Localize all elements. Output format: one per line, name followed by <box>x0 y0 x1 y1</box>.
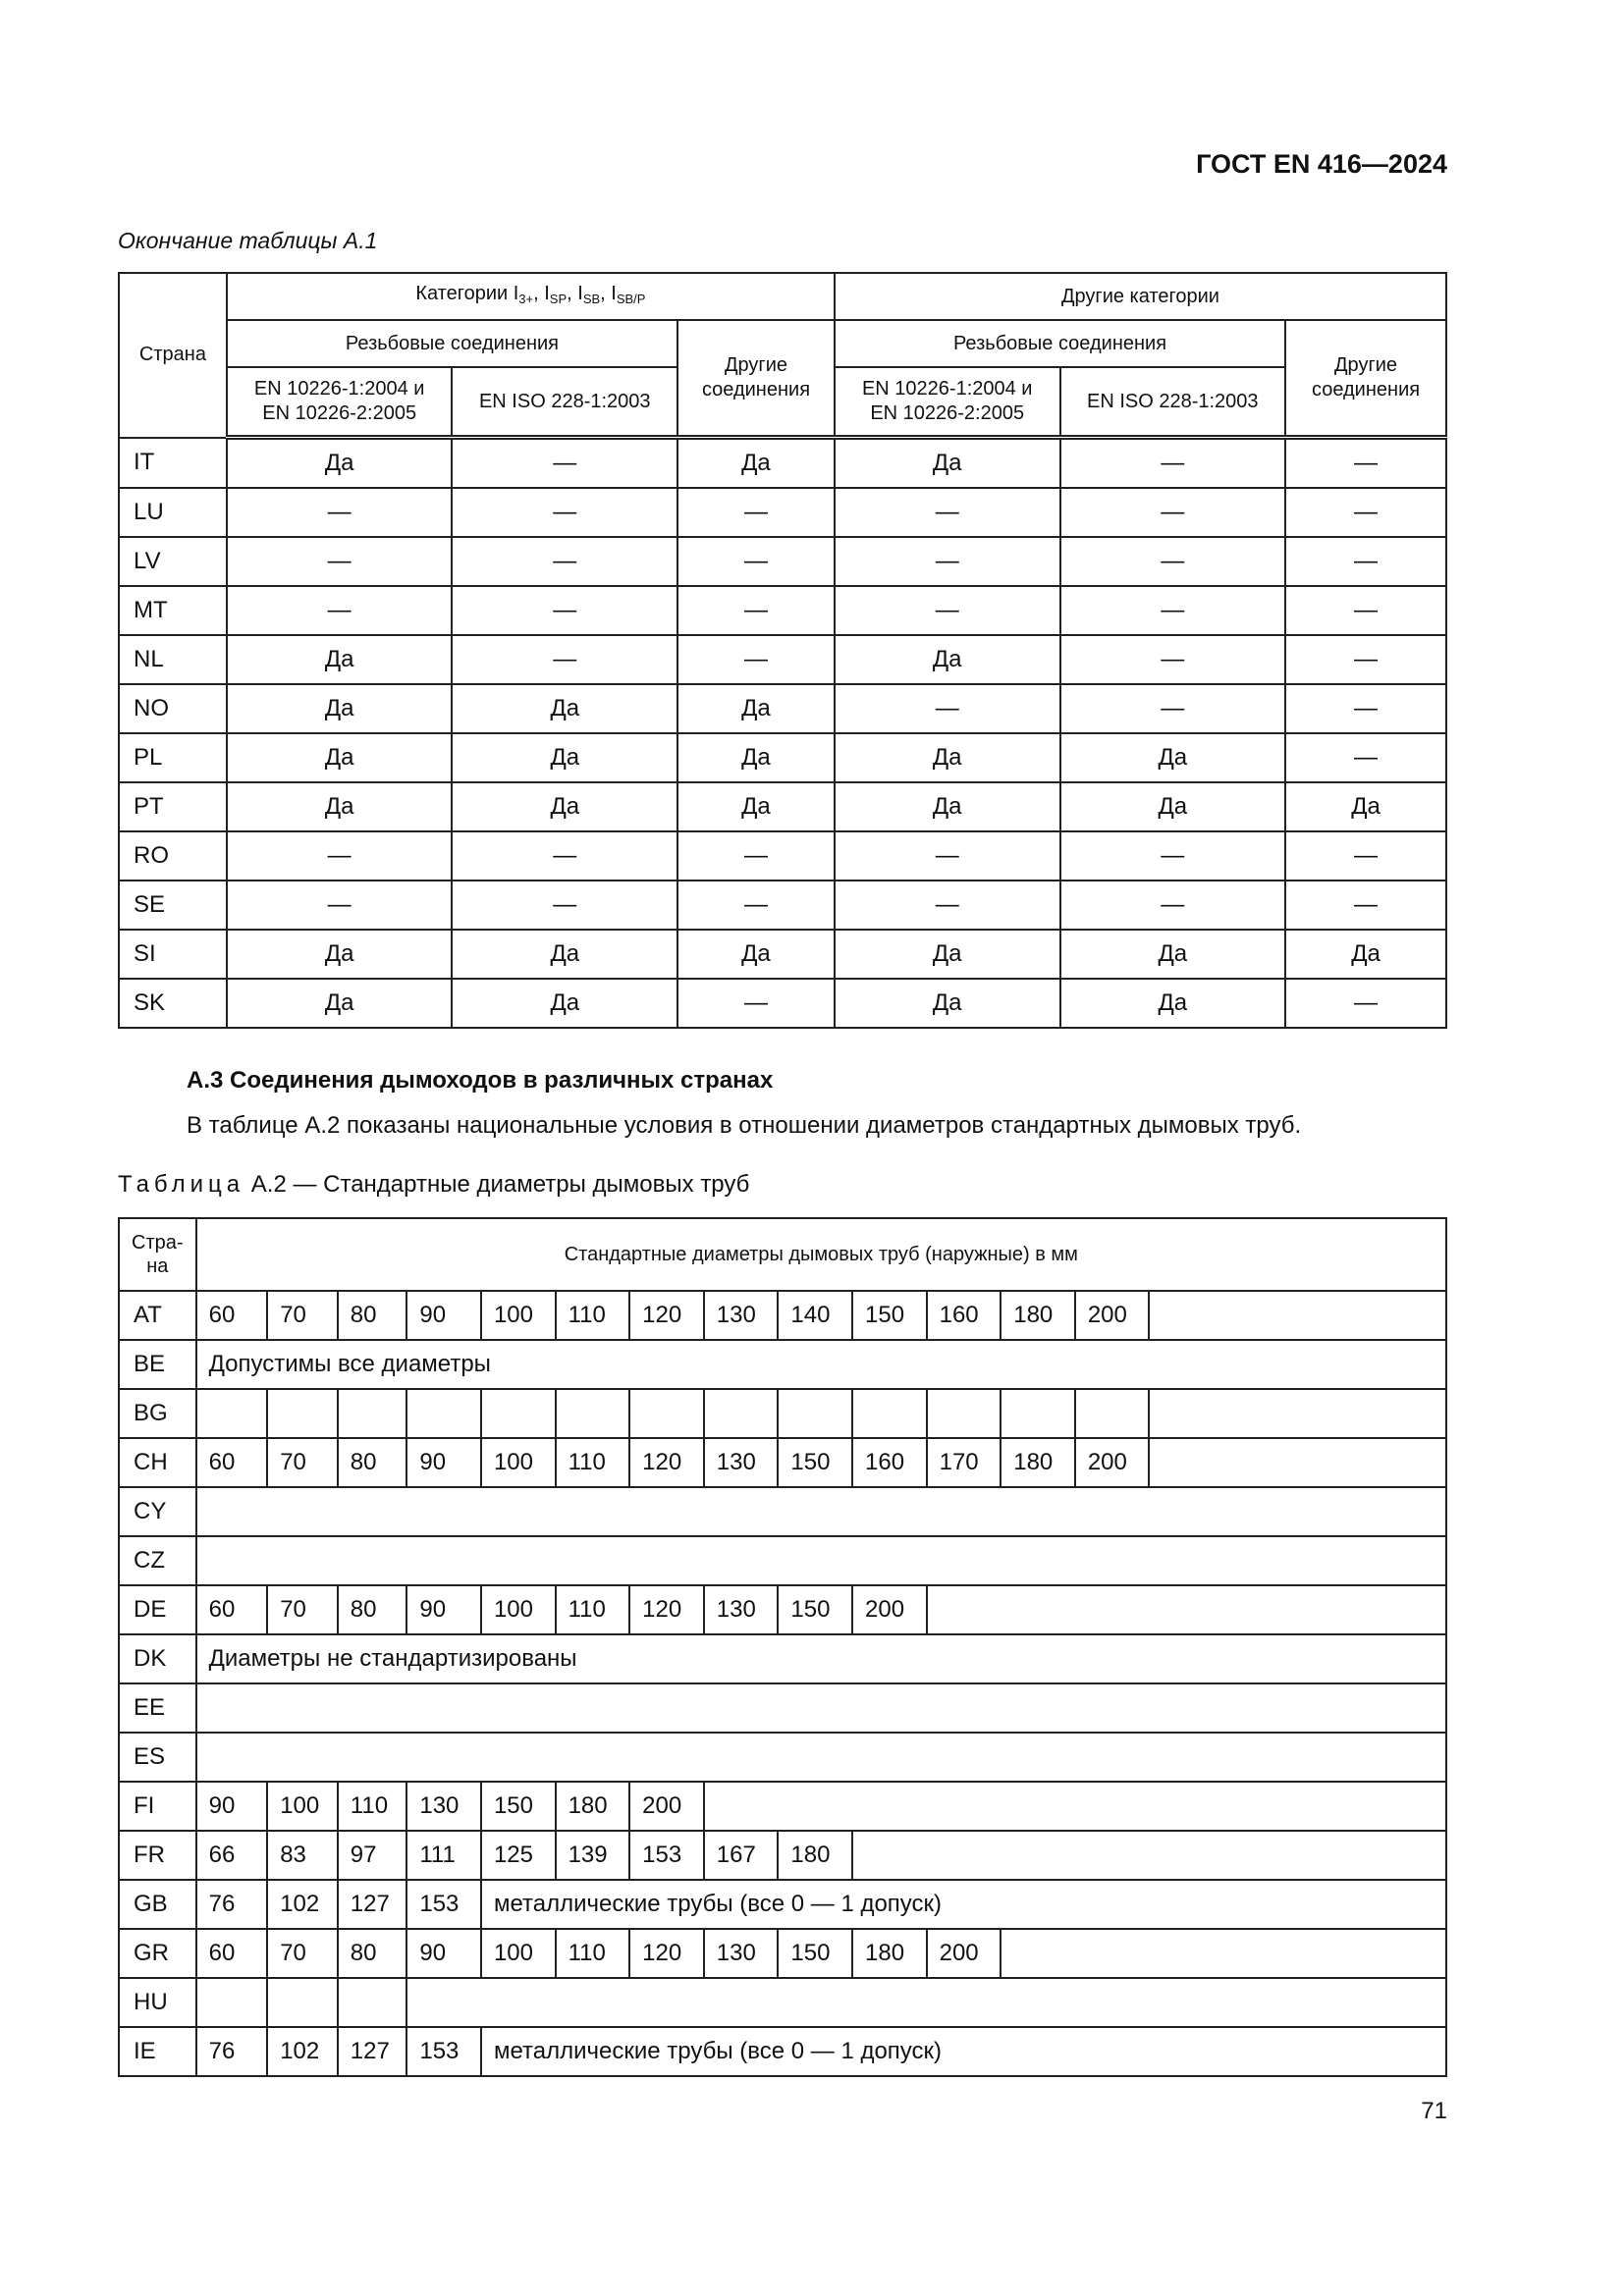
document-id: ГОСТ EN 416—2024 <box>1196 149 1447 179</box>
table-row <box>119 930 1446 979</box>
value-cell: — <box>677 635 835 684</box>
value-cell: — <box>835 684 1060 733</box>
country-cell: AT <box>119 1291 196 1340</box>
diameter-cell: 97 <box>338 1831 407 1880</box>
value-cell: — <box>1285 635 1446 684</box>
diameter-cell: 90 <box>406 1585 481 1634</box>
diameter-cell: 70 <box>267 1929 338 1978</box>
diameter-cell: 80 <box>338 1291 407 1340</box>
table2-caption: Таблица А.2 — Стандартные диаметры дымовых труб <box>118 1171 750 1198</box>
country-cell: GR <box>119 1929 196 1978</box>
value-cell: — <box>452 488 677 537</box>
value-cell: — <box>452 537 677 586</box>
diameter-cell: 110 <box>556 1585 630 1634</box>
diameter-cell: 150 <box>481 1782 556 1831</box>
diameter-cell <box>406 1389 481 1438</box>
diameter-cell: 102 <box>267 2027 338 2076</box>
diameter-cell: 130 <box>704 1438 779 1487</box>
country-cell: NO <box>119 684 227 733</box>
country-cell: FI <box>119 1782 196 1831</box>
table-row <box>119 979 1446 1028</box>
diameter-cell: 180 <box>1001 1438 1075 1487</box>
diameter-cell: 200 <box>1075 1438 1150 1487</box>
diameter-cell: 120 <box>629 1929 704 1978</box>
value-cell: — <box>835 488 1060 537</box>
diameter-cell: 130 <box>704 1929 779 1978</box>
table-row <box>119 1389 1446 1438</box>
value-cell: Да <box>452 930 677 979</box>
value-cell: — <box>452 831 677 881</box>
note-cell: металлические трубы (все 0 — 1 допуск) <box>481 1880 1446 1929</box>
value-cell: — <box>1060 635 1286 684</box>
value-cell: — <box>1060 684 1286 733</box>
diameter-cell <box>338 1389 407 1438</box>
table1-caption: Окончание таблицы А.1 <box>118 228 378 253</box>
diameter-cell <box>267 1978 338 2027</box>
empty-cell <box>927 1585 1446 1634</box>
diameter-cell: 153 <box>406 2027 481 2076</box>
value-cell: — <box>1285 979 1446 1028</box>
country-cell: MT <box>119 586 227 635</box>
table-row <box>119 438 1446 489</box>
diameter-cell: 90 <box>196 1782 268 1831</box>
table-row <box>119 586 1446 635</box>
empty-cell <box>196 1536 1446 1585</box>
diameter-cell: 80 <box>338 1929 407 1978</box>
country-cell: DK <box>119 1634 196 1683</box>
value-cell: Да <box>677 782 835 831</box>
diameter-cell <box>1075 1389 1150 1438</box>
table-row <box>119 1536 1446 1585</box>
value-cell: — <box>227 881 453 930</box>
diameter-cell: 180 <box>556 1782 630 1831</box>
country-cell: NL <box>119 635 227 684</box>
page-number: 71 <box>1421 2098 1447 2124</box>
diameter-cell: 80 <box>338 1438 407 1487</box>
diameter-cell: 100 <box>481 1438 556 1487</box>
diameter-cell <box>556 1389 630 1438</box>
value-cell: Да <box>227 733 453 782</box>
diameter-cell <box>481 1389 556 1438</box>
value-cell: — <box>835 881 1060 930</box>
country-cell: SE <box>119 881 227 930</box>
empty-cell <box>1149 1389 1446 1438</box>
diameter-cell: 150 <box>778 1929 852 1978</box>
diameter-cell: 110 <box>556 1291 630 1340</box>
table-row <box>119 1585 1446 1634</box>
country-cell: IT <box>119 438 227 489</box>
country-cell: ES <box>119 1733 196 1782</box>
country-cell: RO <box>119 831 227 881</box>
diameter-cell <box>196 1978 268 2027</box>
country-cell: LV <box>119 537 227 586</box>
diameter-cell: 60 <box>196 1929 268 1978</box>
empty-cell <box>1001 1929 1446 1978</box>
diameter-cell: 125 <box>481 1831 556 1880</box>
other-connections-header: Другие соединения <box>677 320 835 438</box>
value-cell: — <box>227 586 453 635</box>
value-cell: — <box>677 537 835 586</box>
diameter-cell: 100 <box>481 1929 556 1978</box>
value-cell: — <box>1060 831 1286 881</box>
diameter-cell: 170 <box>927 1438 1001 1487</box>
value-cell: — <box>1060 537 1286 586</box>
value-cell: Да <box>227 438 453 489</box>
diameter-cell: 100 <box>481 1291 556 1340</box>
value-cell: — <box>452 438 677 489</box>
diameter-cell: 70 <box>267 1291 338 1340</box>
country-cell: CH <box>119 1438 196 1487</box>
diameter-cell: 180 <box>778 1831 852 1880</box>
value-cell: Да <box>1060 733 1286 782</box>
diameter-cell: 180 <box>1001 1291 1075 1340</box>
diameter-cell: 150 <box>852 1291 927 1340</box>
diameter-cell: 83 <box>267 1831 338 1880</box>
table-row <box>119 733 1446 782</box>
note-cell: Допустимы все диаметры <box>196 1340 1446 1389</box>
table-row <box>119 782 1446 831</box>
empty-cell <box>406 1978 1446 2027</box>
empty-cell <box>196 1683 1446 1733</box>
diameter-cell: 100 <box>267 1782 338 1831</box>
country-header: Стра- на <box>119 1218 196 1291</box>
table-row <box>119 1733 1446 1782</box>
section-text: В таблице А.2 показаны национальные условия в отношении диаметров стандартных дымовых труб. <box>187 1112 1302 1139</box>
value-cell: — <box>1285 831 1446 881</box>
value-cell: Да <box>835 733 1060 782</box>
value-cell: — <box>1060 488 1286 537</box>
en10226-header: EN 10226-1:2004 и EN 10226-2:2005 <box>227 367 453 438</box>
table-row <box>119 1683 1446 1733</box>
value-cell: Да <box>677 684 835 733</box>
value-cell: — <box>677 881 835 930</box>
diameter-cell: 200 <box>927 1929 1001 1978</box>
value-cell: Да <box>835 635 1060 684</box>
diameter-cell: 150 <box>778 1438 852 1487</box>
value-cell: Да <box>677 733 835 782</box>
diameter-cell: 200 <box>852 1585 927 1634</box>
value-cell: Да <box>452 733 677 782</box>
country-header: Страна <box>119 273 227 438</box>
table-row <box>119 635 1446 684</box>
value-cell: — <box>227 831 453 881</box>
diameter-cell <box>338 1978 407 2027</box>
table-row <box>119 881 1446 930</box>
diameter-cell: 200 <box>1075 1291 1150 1340</box>
value-cell: — <box>452 881 677 930</box>
table-a1 <box>118 272 1447 1029</box>
value-cell: — <box>677 488 835 537</box>
table-a2 <box>118 1217 1447 2077</box>
value-cell: — <box>1285 684 1446 733</box>
table-row <box>119 831 1446 881</box>
value-cell: Да <box>1060 782 1286 831</box>
table-row <box>119 1929 1446 1978</box>
diameter-cell: 66 <box>196 1831 268 1880</box>
table-row <box>119 1340 1446 1389</box>
value-cell: — <box>1285 438 1446 489</box>
country-cell: CZ <box>119 1536 196 1585</box>
diameter-cell: 70 <box>267 1438 338 1487</box>
section-title: А.3 Соединения дымоходов в различных странах <box>187 1067 774 1094</box>
diameter-cell: 139 <box>556 1831 630 1880</box>
value-cell: Да <box>677 930 835 979</box>
table-row <box>119 1438 1446 1487</box>
country-cell: PT <box>119 782 227 831</box>
diameter-cell: 80 <box>338 1585 407 1634</box>
value-cell: Да <box>227 979 453 1028</box>
value-cell: Да <box>1285 782 1446 831</box>
diameter-cell: 76 <box>196 1880 268 1929</box>
diameter-cell: 76 <box>196 2027 268 2076</box>
diameter-cell: 153 <box>629 1831 704 1880</box>
empty-cell <box>1149 1291 1446 1340</box>
diameter-cell: 130 <box>704 1291 779 1340</box>
other-connections-header-2: Другие соединения <box>1285 320 1446 438</box>
diameter-cell: 127 <box>338 1880 407 1929</box>
diameter-cell: 102 <box>267 1880 338 1929</box>
value-cell: Да <box>835 930 1060 979</box>
country-cell: EE <box>119 1683 196 1733</box>
value-cell: — <box>835 831 1060 881</box>
country-cell: BG <box>119 1389 196 1438</box>
diameter-cell: 110 <box>556 1438 630 1487</box>
diameter-cell: 120 <box>629 1291 704 1340</box>
empty-cell <box>1149 1438 1446 1487</box>
diameter-cell: 150 <box>778 1585 852 1634</box>
value-cell: Да <box>1285 930 1446 979</box>
categories-i3-header: Категории $I_{3+}$, $I_{SP}$, $I_{SB}$, $I_{SB/P}$ <box>227 273 835 320</box>
iso228-header: EN ISO 228-1:2003 <box>452 367 677 438</box>
diameter-cell: 60 <box>196 1291 268 1340</box>
table-row <box>119 1978 1446 2027</box>
diameter-cell: 90 <box>406 1929 481 1978</box>
table-row <box>119 1831 1446 1880</box>
other-categories-header: Другие категории <box>835 273 1446 320</box>
country-cell: SI <box>119 930 227 979</box>
diameter-cell <box>852 1389 927 1438</box>
value-cell: Да <box>835 979 1060 1028</box>
diameter-cell: 111 <box>406 1831 481 1880</box>
table-row <box>119 488 1446 537</box>
value-cell: — <box>227 488 453 537</box>
table-row <box>119 1880 1446 1929</box>
value-cell: — <box>835 537 1060 586</box>
value-cell: — <box>227 537 453 586</box>
value-cell: — <box>1060 586 1286 635</box>
diameter-cell <box>1001 1389 1075 1438</box>
diameter-cell <box>778 1389 852 1438</box>
value-cell: — <box>1060 881 1286 930</box>
table-row <box>119 1782 1446 1831</box>
diameter-cell: 100 <box>481 1585 556 1634</box>
diameter-cell: 130 <box>406 1782 481 1831</box>
diameter-cell: 120 <box>629 1438 704 1487</box>
diameter-cell: 130 <box>704 1585 779 1634</box>
diameter-cell <box>704 1389 779 1438</box>
value-cell: — <box>1060 438 1286 489</box>
diameter-cell: 110 <box>338 1782 407 1831</box>
value-cell: Да <box>227 635 453 684</box>
diameter-cell <box>927 1389 1001 1438</box>
table-row <box>119 684 1446 733</box>
value-cell: — <box>1285 537 1446 586</box>
table-row <box>119 1291 1446 1340</box>
country-cell: PL <box>119 733 227 782</box>
country-cell: LU <box>119 488 227 537</box>
diameter-cell <box>629 1389 704 1438</box>
country-cell: CY <box>119 1487 196 1536</box>
diameter-cell: 127 <box>338 2027 407 2076</box>
value-cell: Да <box>835 438 1060 489</box>
value-cell: Да <box>1060 930 1286 979</box>
diameter-cell: 200 <box>629 1782 704 1831</box>
country-cell: DE <box>119 1585 196 1634</box>
country-cell: BE <box>119 1340 196 1389</box>
value-cell: Да <box>452 782 677 831</box>
diameter-cell: 120 <box>629 1585 704 1634</box>
diameter-cell: 180 <box>852 1929 927 1978</box>
value-cell: — <box>452 586 677 635</box>
threaded-connections-header-2: Резьбовые соединения <box>835 320 1285 367</box>
value-cell: — <box>835 586 1060 635</box>
diameter-cell <box>267 1389 338 1438</box>
value-cell: — <box>677 979 835 1028</box>
value-cell: Да <box>677 438 835 489</box>
diameter-cell: 70 <box>267 1585 338 1634</box>
value-cell: Да <box>452 684 677 733</box>
en10226-header-2: EN 10226-1:2004 и EN 10226-2:2005 <box>835 367 1060 438</box>
diameter-cell: 60 <box>196 1585 268 1634</box>
table-row <box>119 2027 1446 2076</box>
country-cell: IE <box>119 2027 196 2076</box>
value-cell: — <box>1285 488 1446 537</box>
value-cell: Да <box>452 979 677 1028</box>
diameter-cell: 167 <box>704 1831 779 1880</box>
diameter-cell: 160 <box>852 1438 927 1487</box>
iso228-header-2: EN ISO 228-1:2003 <box>1060 367 1286 438</box>
value-cell: — <box>452 635 677 684</box>
diameter-cell: 110 <box>556 1929 630 1978</box>
value-cell: Да <box>1060 979 1286 1028</box>
threaded-connections-header: Резьбовые соединения <box>227 320 677 367</box>
diameter-cell: 90 <box>406 1438 481 1487</box>
country-cell: FR <box>119 1831 196 1880</box>
diameter-cell: 160 <box>927 1291 1001 1340</box>
table-row <box>119 1487 1446 1536</box>
diameter-cell <box>196 1389 268 1438</box>
note-cell: Диаметры не стандартизированы <box>196 1634 1446 1683</box>
empty-cell <box>196 1487 1446 1536</box>
value-cell: — <box>1285 881 1446 930</box>
value-cell: Да <box>835 782 1060 831</box>
value-cell: — <box>1285 586 1446 635</box>
table-row <box>119 537 1446 586</box>
value-cell: — <box>1285 733 1446 782</box>
empty-cell <box>196 1733 1446 1782</box>
country-cell: HU <box>119 1978 196 2027</box>
value-cell: — <box>677 831 835 881</box>
empty-cell <box>852 1831 1446 1880</box>
diameter-cell: 90 <box>406 1291 481 1340</box>
country-cell: SK <box>119 979 227 1028</box>
value-cell: Да <box>227 782 453 831</box>
diameter-cell: 60 <box>196 1438 268 1487</box>
country-cell: GB <box>119 1880 196 1929</box>
diameters-header: Стандартные диаметры дымовых труб (наружные) в мм <box>196 1218 1446 1291</box>
value-cell: Да <box>227 930 453 979</box>
value-cell: — <box>677 586 835 635</box>
diameter-cell: 153 <box>406 1880 481 1929</box>
diameter-cell: 140 <box>778 1291 852 1340</box>
note-cell: металлические трубы (все 0 — 1 допуск) <box>481 2027 1446 2076</box>
empty-cell <box>704 1782 1446 1831</box>
table-row <box>119 1634 1446 1683</box>
value-cell: Да <box>227 684 453 733</box>
